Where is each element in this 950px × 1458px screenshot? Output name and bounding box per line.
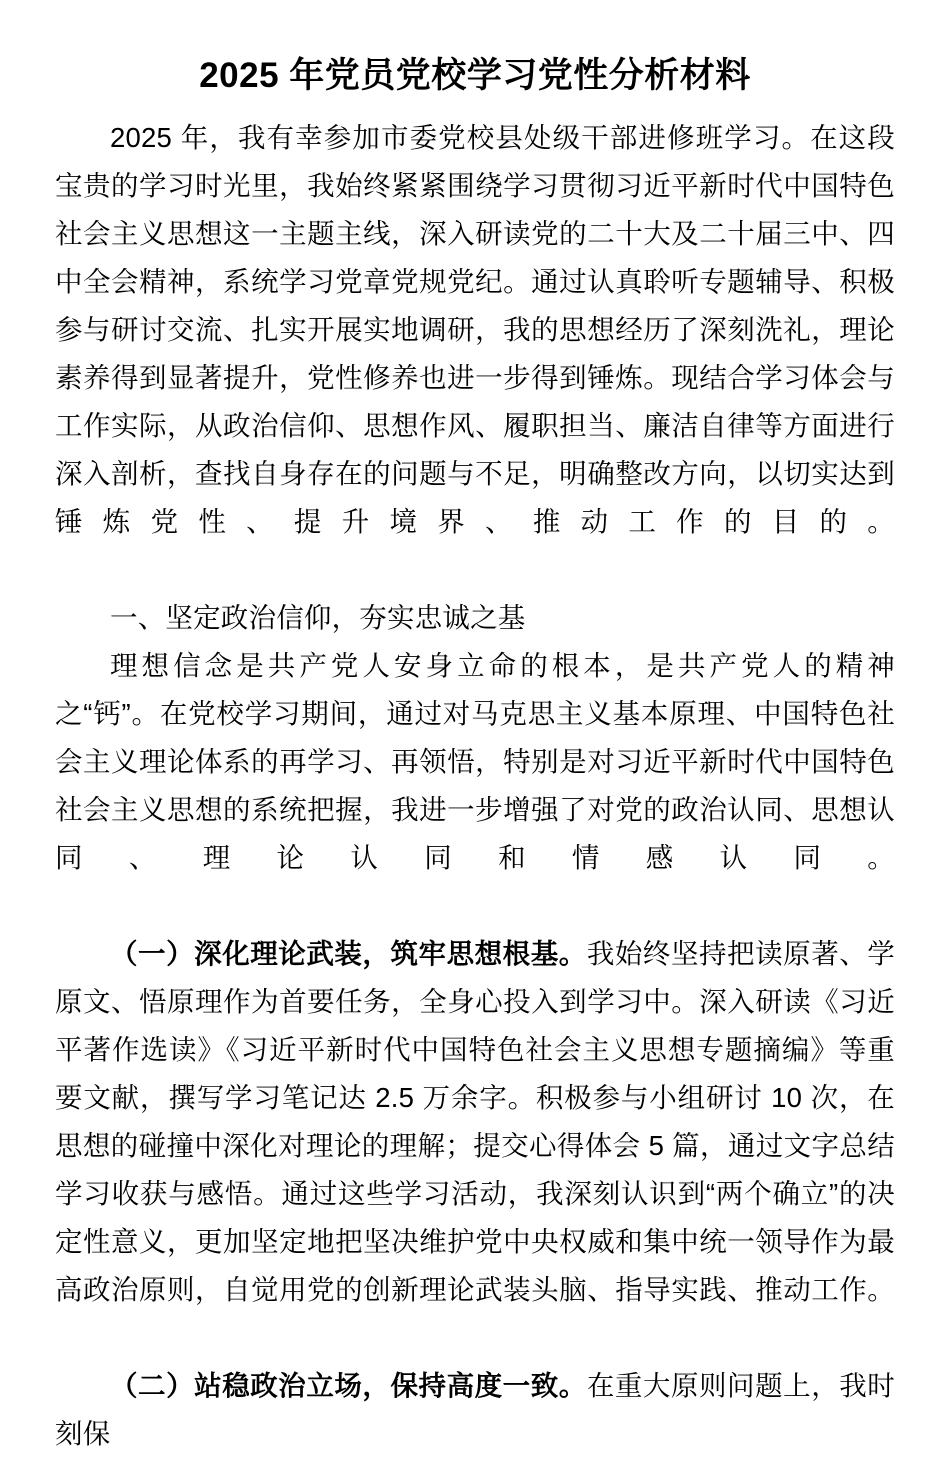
subsection-2-lead: （二）站稳政治立场，保持高度一致。	[110, 1370, 587, 1401]
page-title: 2025 年党员党校学习党性分析材料	[199, 56, 751, 95]
subsection-1-lead: （一）深化理论武装，筑牢思想根基。	[110, 938, 587, 969]
subsection-1-text: 我始终坚持把读原著、学原文、悟原理作为首要任务，全身心投入到学习中。深入研读《习近平著作选读》《习近平新时代中国特色社会主义思想专题摘编》等重要文献，撰写学习笔记达 2.5 万余字。积极参与小组研讨 10 次，在思想的碰撞中深化对理论的理解；提交心得体会 5 篇，通过文字总结学习收获与感悟。通过这些学习活动，我深刻认识到“两个确立”的决定性意义，更加坚定地把坚决维护党中央权威和集中统一领导作为最高政治原则，自觉用党的创新理论武装头脑、指导实践、推动工作。	[55, 938, 895, 1305]
paragraph-section-1-body	[55, 642, 895, 930]
paragraph-intro: 2025 年，我有幸参加市委党校县处级干部进修班学习。在这段宝贵的学习时光里，我始终紧紧围绕学习贯彻习近平新时代中国特色社会主义思想这一主题主线，深入研读党的二十大及二十届三中、四中全会精神，系统学习党章党规党纪。通过认真聆听专题辅导、积极参与研讨交流、扎实开展实地调研，我的思想经历了深刻洗礼，理论素养得到显著提升，党性修养也进一步得到锤炼。现结合学习体会与工作实际，从政治信仰、思想作风、履职担当、廉洁自律等方面进行深入剖析，查找自身存在的问题与不足，明确整改方向，以切实达到锤炼党性、提升境界、推动工作的目的。	[55, 122, 895, 537]
paragraph-subsection-1	[55, 930, 895, 1362]
paragraph-text: 理想信念是共产党人安身立命的根本，是共产党人的精神之“钙”。在党校学习期间，通过对马克思主义基本原理、中国特色社会主义理论体系的再学习、再领悟，特别是对习近平新时代中国特色社会主义思想的系统把握，我进一步增强了对党的政治认同、思想认同、理论认同和情感认同。	[55, 650, 895, 873]
paragraph-subsection-2	[55, 1362, 895, 1458]
section-heading-1: 一、坚定政治信仰，夯实忠诚之基	[110, 602, 526, 633]
subsection-2-text: 在重大原则问题上，我时刻保	[55, 1370, 895, 1449]
